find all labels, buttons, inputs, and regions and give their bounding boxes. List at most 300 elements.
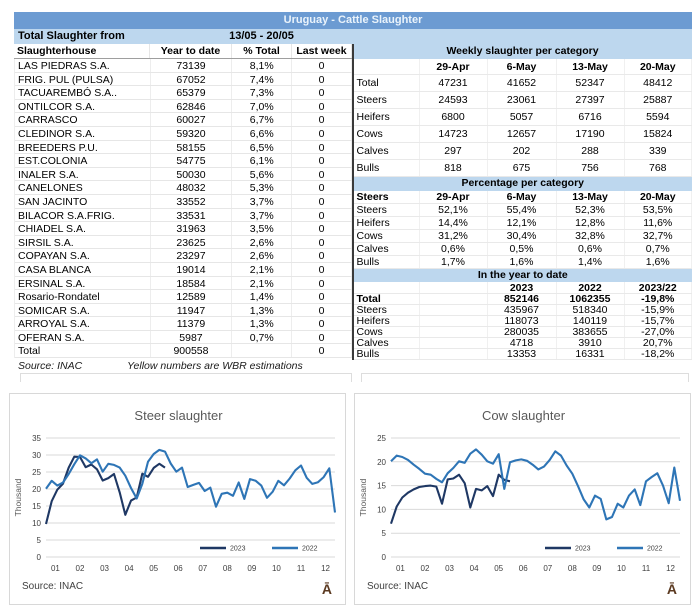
cell-value: 19014 [151, 263, 233, 276]
cow-chart-panel [354, 393, 691, 605]
y-tick-label: 20 [377, 457, 386, 467]
cell-value: 41652 [488, 75, 557, 91]
cell-value: 52,3% [557, 204, 625, 216]
cell-value: 30,4% [488, 230, 557, 242]
period-value: 13/05 - 20/05 [229, 30, 294, 42]
cell-value: 852146 [488, 294, 557, 304]
category-row [354, 217, 693, 230]
x-tick-label: 04 [469, 564, 479, 573]
series-2022-line [46, 450, 335, 513]
cell-value: 900558 [151, 344, 233, 357]
cell-value: 0 [292, 331, 352, 344]
cell-value: 59320 [151, 127, 233, 140]
cell-value: 13353 [488, 349, 557, 359]
cell-value: 0 [292, 181, 352, 194]
cell-value: 0 [292, 277, 352, 290]
cell-value: 6800 [420, 109, 488, 125]
y-tick-label: 15 [32, 502, 41, 511]
cell-value: 6-May [488, 191, 557, 203]
y-tick-label: 25 [32, 468, 41, 477]
row-label: Total [354, 75, 420, 91]
row-label: BILACOR S.A.FRIG. [15, 209, 151, 222]
cell-value: 5,3% [232, 181, 292, 194]
cell-value: 55,4% [488, 204, 557, 216]
cell-value: 1,3% [232, 317, 292, 330]
cell-value: 58155 [151, 141, 233, 154]
cell-value: 31,2% [420, 230, 488, 242]
slaughterhouse-row [15, 277, 352, 291]
slaughterhouse-row [15, 100, 352, 114]
left-table-body [14, 59, 352, 358]
cell-value: 339 [625, 143, 693, 159]
stitch-artifact-box-left [20, 373, 352, 382]
cell-value: 1062355 [557, 294, 625, 304]
row-label: EST.COLONIA [15, 154, 151, 167]
row-label: Heifers [354, 109, 420, 125]
row-label: SOMICAR S.A. [15, 304, 151, 317]
row-label: Steers [354, 305, 420, 315]
cell-value: 0 [292, 290, 352, 303]
cell-value: 118073 [488, 316, 557, 326]
y-tick-label: 5 [36, 536, 41, 545]
slaughterhouse-row [15, 236, 352, 250]
row-label: Steers [354, 204, 420, 216]
section-title: Percentage per category [354, 177, 693, 191]
cell-value: 0,6% [420, 243, 488, 255]
row-label: Steers [354, 92, 420, 108]
x-tick-label: 03 [445, 564, 455, 573]
logo-glyph: Ā [666, 581, 677, 597]
cell-value: 0 [292, 141, 352, 154]
report-title-bar: Uruguay - Cattle Slaughter [14, 12, 692, 29]
category-row [354, 243, 693, 256]
cell-value: 0 [292, 209, 352, 222]
cell-value: 6716 [557, 109, 625, 125]
cell-value: 60027 [151, 113, 233, 126]
cell-value: 52,1% [420, 204, 488, 216]
row-label: ONTILCOR S.A. [15, 100, 151, 113]
y-tick-label: 20 [32, 485, 41, 494]
y-tick-label: 10 [32, 519, 41, 528]
cell-value: 0 [292, 317, 352, 330]
category-row [354, 256, 693, 269]
cell-value: 0 [292, 304, 352, 317]
cell-value: 140119 [557, 316, 625, 326]
cell-value: 8,1% [232, 59, 292, 72]
series-2023-line [391, 475, 510, 524]
x-tick-label: 06 [173, 564, 183, 573]
row-label: Calves [354, 143, 420, 159]
category-row [354, 160, 693, 177]
cell-value: 11379 [151, 317, 233, 330]
cell-value: 0,6% [557, 243, 625, 255]
category-row [354, 59, 693, 75]
steer-chart-svg [10, 394, 347, 606]
cell-value: 0 [292, 195, 352, 208]
source-note [18, 360, 303, 372]
cell-value: 0 [292, 154, 352, 167]
cell-value: -27,0% [625, 327, 693, 337]
cell-value: 20-May [625, 191, 693, 203]
x-tick-label: 08 [567, 564, 577, 573]
slaughterhouse-row [15, 209, 352, 223]
x-tick-label: 09 [592, 564, 602, 573]
x-tick-label: 08 [222, 564, 232, 573]
slaughterhouse-row [15, 113, 352, 127]
cell-value: 1,7% [420, 256, 488, 268]
row-label [354, 59, 420, 74]
slaughterhouse-row [15, 73, 352, 87]
y-tick-label: 5 [381, 529, 386, 539]
cell-value: 5057 [488, 109, 557, 125]
row-label: Heifers [354, 217, 420, 229]
x-tick-label: 03 [100, 564, 110, 573]
legend-label-2023: 2023 [230, 545, 246, 553]
x-tick-label: 05 [494, 564, 504, 573]
x-tick-label: 04 [124, 564, 134, 573]
x-tick-label: 10 [271, 564, 281, 573]
cell-value: 27397 [557, 92, 625, 108]
cell-value: 23061 [488, 92, 557, 108]
row-label: Calves [354, 338, 420, 348]
cell-value: 23297 [151, 249, 233, 262]
slaughterhouse-row [15, 304, 352, 318]
slaughterhouse-row [15, 127, 352, 141]
row-label: Bulls [354, 349, 420, 359]
cell-value: 0 [292, 168, 352, 181]
steer-chart-panel [9, 393, 346, 605]
cell-value: 3910 [557, 338, 625, 348]
row-label: FRIG. PUL (PULSA) [15, 73, 151, 86]
cell-value: 3,7% [232, 195, 292, 208]
cell-value: 6,7% [232, 113, 292, 126]
y-tick-label: 0 [381, 553, 386, 562]
col-header-slaughterhouse: Slaughterhouse [14, 44, 150, 58]
cell-value: 17190 [557, 126, 625, 142]
cell-value: 6,1% [232, 154, 292, 167]
cell-value: 29-Apr [420, 191, 488, 203]
col-header-year-to-date: Year to date [150, 44, 232, 58]
cell-value: 6,6% [232, 127, 292, 140]
cell-value: 23625 [151, 236, 233, 249]
slaughterhouse-row [15, 181, 352, 195]
legend-label-2022: 2022 [647, 545, 663, 553]
slaughterhouse-row [15, 249, 352, 263]
col-header-last-week: Last week [292, 44, 352, 58]
cell-value [420, 327, 488, 337]
cell-value: 3,7% [232, 209, 292, 222]
y-tick-label: 15 [377, 481, 386, 491]
cell-value: 2,1% [232, 277, 292, 290]
cell-value: 13-May [557, 191, 625, 203]
cell-value: 0,7% [232, 331, 292, 344]
cell-value: 0 [292, 263, 352, 276]
category-row [354, 75, 693, 92]
row-label: OFERAN S.A. [15, 331, 151, 344]
cell-value: 20-May [625, 59, 693, 74]
slaughterhouse-row [15, 344, 352, 358]
row-label: Total [15, 344, 151, 357]
logo-glyph: Ā [321, 581, 332, 597]
slaughterhouse-row [15, 263, 352, 277]
cell-value: 0 [292, 100, 352, 113]
cell-value: -18,2% [625, 349, 693, 359]
cell-value: 1,4% [232, 290, 292, 303]
cell-value: 4718 [488, 338, 557, 348]
cell-value: 11,6% [625, 217, 693, 229]
row-label: Steers [354, 191, 420, 203]
category-row [354, 204, 693, 217]
slaughterhouse-row [15, 141, 352, 155]
row-label: Cows [354, 126, 420, 142]
y-axis-label: Thousand [13, 478, 23, 517]
cell-value [232, 344, 292, 357]
cell-value: 1,4% [557, 256, 625, 268]
row-label: Calves [354, 243, 420, 255]
cell-value: 1,6% [625, 256, 693, 268]
slaughterhouse-row [15, 168, 352, 182]
x-tick-label: 11 [641, 564, 651, 573]
cell-value: 48412 [625, 75, 693, 91]
row-label: Bulls [354, 256, 420, 268]
cell-value: 67052 [151, 73, 233, 86]
cell-value: 518340 [557, 305, 625, 315]
cell-value: 16331 [557, 349, 625, 359]
slaughterhouse-row [15, 86, 352, 100]
row-label: ARROYAL S.A. [15, 317, 151, 330]
cell-value: 6,5% [232, 141, 292, 154]
x-tick-label: 06 [518, 564, 528, 573]
left-table-header [14, 44, 352, 59]
cell-value: 0 [292, 113, 352, 126]
cell-value: 0 [292, 249, 352, 262]
cell-value: 5594 [625, 109, 693, 125]
cell-value [420, 338, 488, 348]
stitch-artifact-box-right [361, 373, 689, 382]
row-label: CLEDINOR S.A. [15, 127, 151, 140]
row-label: TACUAREMBÓ S.A.. [15, 86, 151, 99]
slaughterhouse-row [15, 195, 352, 209]
cell-value: 18584 [151, 277, 233, 290]
cell-value: 0 [292, 222, 352, 235]
weekly-section-title: Weekly slaughter per category [353, 44, 692, 59]
slaughterhouse-row [15, 222, 352, 236]
right-table-body [354, 59, 693, 360]
cell-value: 33552 [151, 195, 233, 208]
row-label: Cows [354, 327, 420, 337]
cell-value: 297 [420, 143, 488, 159]
cell-value: 5,6% [232, 168, 292, 181]
cell-value [420, 316, 488, 326]
cell-value: 2022 [557, 282, 625, 293]
cell-value: 675 [488, 160, 557, 176]
category-row [354, 143, 693, 160]
cell-value: 2,6% [232, 249, 292, 262]
cell-value: 288 [557, 143, 625, 159]
cell-value: 383655 [557, 327, 625, 337]
x-tick-label: 10 [616, 564, 626, 573]
x-tick-label: 02 [75, 564, 85, 573]
estimation-note-text: Yellow numbers are WBR estimations [127, 360, 303, 372]
cell-value: 12657 [488, 126, 557, 142]
cell-value [420, 349, 488, 359]
cell-value: 14,4% [420, 217, 488, 229]
row-label: Bulls [354, 160, 420, 176]
cell-value: 47231 [420, 75, 488, 91]
slaughterhouse-row [15, 331, 352, 345]
x-tick-label: 07 [198, 564, 208, 573]
period-row [14, 29, 692, 44]
x-tick-label: 01 [50, 564, 60, 573]
cell-value: 13-May [557, 59, 625, 74]
y-tick-label: 25 [377, 434, 386, 443]
y-tick-label: 0 [36, 553, 41, 562]
cell-value: 53,5% [625, 204, 693, 216]
cell-value: 12,1% [488, 217, 557, 229]
row-label: CHIADEL S.A. [15, 222, 151, 235]
cell-value: 33531 [151, 209, 233, 222]
cell-value: 202 [488, 143, 557, 159]
slaughterhouse-row [15, 59, 352, 73]
x-tick-label: 05 [149, 564, 159, 573]
x-tick-label: 12 [666, 564, 676, 573]
cell-value: 0 [292, 73, 352, 86]
col-header-pct-total: % Total [232, 44, 292, 58]
chart-source-note: Source: INAC [367, 581, 429, 592]
cell-value: 2023 [488, 282, 557, 293]
slaughterhouse-row [15, 290, 352, 304]
cell-value: -15,7% [625, 316, 693, 326]
period-label: Total Slaughter from [18, 30, 125, 42]
y-axis-label: Thousand [358, 478, 368, 517]
x-tick-label: 01 [395, 564, 405, 573]
cell-value: 1,6% [488, 256, 557, 268]
row-label: COPAYAN S.A. [15, 249, 151, 262]
cell-value: 7,3% [232, 86, 292, 99]
cell-value: 5987 [151, 331, 233, 344]
row-label: CANELONES [15, 181, 151, 194]
row-label: INALER S.A. [15, 168, 151, 181]
x-tick-label: 07 [543, 564, 553, 573]
cell-value: 0 [292, 236, 352, 249]
cell-value: 24593 [420, 92, 488, 108]
x-tick-label: 12 [321, 564, 331, 573]
stitch-artifact-cut-text [16, 384, 279, 391]
row-label: Total [354, 294, 420, 304]
cell-value: 14723 [420, 126, 488, 142]
chart-title: Cow slaughter [481, 408, 566, 423]
row-label: Heifers [354, 316, 420, 326]
row-label: Rosario-Rondatel [15, 290, 151, 303]
cell-value: 0,7% [625, 243, 693, 255]
cell-value: 2023/22 [625, 282, 693, 293]
cell-value: 0 [292, 344, 352, 357]
y-tick-label: 10 [377, 505, 386, 515]
cell-value: 52347 [557, 75, 625, 91]
cell-value: 2,6% [232, 236, 292, 249]
cell-value: 29-Apr [420, 59, 488, 74]
cell-value: 12,8% [557, 217, 625, 229]
cell-value: 435967 [488, 305, 557, 315]
row-label: CARRASCO [15, 113, 151, 126]
slaughterhouse-row [15, 154, 352, 168]
cell-value: -19,8% [625, 294, 693, 304]
cell-value: 62846 [151, 100, 233, 113]
category-row [354, 230, 693, 243]
cow-chart-svg [355, 394, 692, 606]
cell-value: 756 [557, 160, 625, 176]
row-label: SIRSIL S.A. [15, 236, 151, 249]
row-label: SAN JACINTO [15, 195, 151, 208]
legend-label-2023: 2023 [575, 545, 591, 553]
cell-value [420, 305, 488, 315]
cell-value: 31963 [151, 222, 233, 235]
row-label: BREEDERS P.U. [15, 141, 151, 154]
row-label: Cows [354, 230, 420, 242]
chart-source-note: Source: INAC [22, 581, 84, 592]
cell-value: 2,1% [232, 263, 292, 276]
cell-value: 54775 [151, 154, 233, 167]
cell-value: 7,0% [232, 100, 292, 113]
cell-value: 768 [625, 160, 693, 176]
cell-value: 15824 [625, 126, 693, 142]
cell-value: 65379 [151, 86, 233, 99]
category-row [354, 349, 693, 360]
cell-value: 818 [420, 160, 488, 176]
cell-value: 73139 [151, 59, 233, 72]
cell-value: 20,7% [625, 338, 693, 348]
chart-title: Steer slaughter [134, 408, 223, 423]
row-label: ERSINAL S.A. [15, 277, 151, 290]
row-label [354, 282, 420, 293]
slaughterhouse-row [15, 317, 352, 331]
category-row [354, 92, 693, 109]
cell-value: -15,9% [625, 305, 693, 315]
cell-value: 280035 [488, 327, 557, 337]
cell-value: 0,5% [488, 243, 557, 255]
cell-value: 48032 [151, 181, 233, 194]
cell-value: 32,8% [557, 230, 625, 242]
source-inac-text: Source: INAC [18, 360, 83, 372]
cell-value: 32,7% [625, 230, 693, 242]
cell-value: 1,3% [232, 304, 292, 317]
cell-value: 50030 [151, 168, 233, 181]
cell-value: 7,4% [232, 73, 292, 86]
category-row [354, 126, 693, 143]
cell-value: 0 [292, 86, 352, 99]
cell-value [420, 282, 488, 293]
x-tick-label: 11 [296, 564, 306, 573]
cell-value: 0 [292, 59, 352, 72]
cell-value: 6-May [488, 59, 557, 74]
legend-label-2022: 2022 [302, 545, 318, 553]
x-tick-label: 09 [247, 564, 257, 573]
row-label: LAS PIEDRAS S.A. [15, 59, 151, 72]
row-label: CASA BLANCA [15, 263, 151, 276]
section-title: In the year to date [354, 269, 693, 283]
cell-value: 0 [292, 127, 352, 140]
cell-value: 3,5% [232, 222, 292, 235]
category-row [354, 191, 693, 204]
y-tick-label: 30 [32, 451, 41, 460]
category-row [354, 109, 693, 126]
x-tick-label: 02 [420, 564, 430, 573]
cell-value: 12589 [151, 290, 233, 303]
cell-value [420, 294, 488, 304]
y-tick-label: 35 [32, 434, 41, 443]
cell-value: 11947 [151, 304, 233, 317]
cell-value: 25887 [625, 92, 693, 108]
